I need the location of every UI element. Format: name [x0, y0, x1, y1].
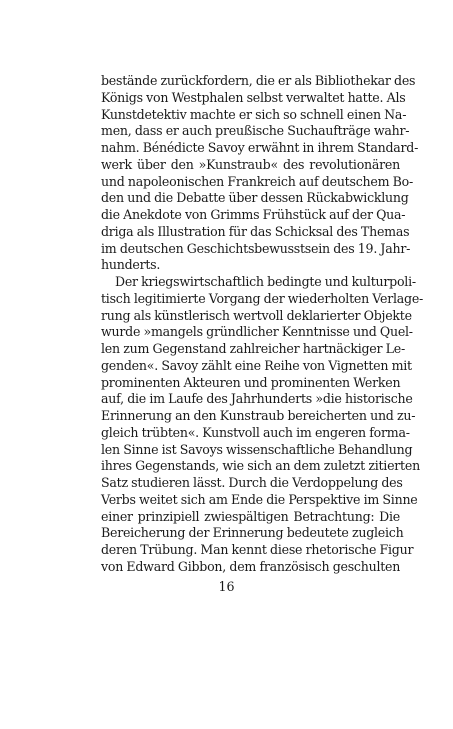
text-line: den und die Debatte über dessen Rückabwicklung	[101, 190, 409, 206]
text-line: Der kriegswirtschaftlich bedingte und kulturpoli-	[115, 274, 416, 289]
text-line: driga als Illustration für das Schicksal des Themas	[101, 223, 410, 239]
text-line: Bereicherung der Erinnerung bedeutete zugleich	[101, 525, 404, 541]
text-line: nahm. Bénédicte Savoy erwähnt in ihrem Standard-	[101, 140, 419, 155]
text-line: auf, die im Laufe des Jahrhunderts »die historische	[101, 391, 413, 407]
page-number: 16	[218, 579, 235, 594]
text-line: bestände zurückfordern, die er als Bibliothekar des	[101, 73, 416, 88]
text-line: prominenten Akteuren und prominenten Werken	[101, 374, 401, 390]
text-line: Satz studieren lässt. Durch die Verdoppelung des	[101, 475, 403, 490]
text-line: len zum Gegenstand zahlreicher hartnäckiger Le-	[101, 341, 405, 356]
text-line: gleich trübten«. Kunstvoll auch im engeren forma-	[101, 424, 410, 440]
text-line: Verbs weitet sich am Ende die Perspektive im Sinne	[101, 491, 418, 507]
text-line: men, dass er auch preußische Suchaufträge wahr-	[101, 123, 410, 139]
text-line: Erinnerung an den Kunstraub bereicherten und zu-	[101, 408, 416, 423]
text-line: werk über den »Kunstraub« des revolutionären	[101, 156, 400, 172]
text-line: Königs von Westphalen selbst verwaltet hatte. Als	[101, 89, 406, 105]
body-text	[101, 73, 424, 576]
text-line: und napoleonischen Frankreich auf deutschem Bo-	[101, 173, 413, 189]
text-line: im deutschen Geschichtsbewusstsein des 19. Jahr-	[101, 240, 411, 256]
text-line: einer prinzipiell zwiespältigen Betrachtung: Die	[101, 508, 400, 524]
text-line: von Edward Gibbon, dem französisch geschulten	[101, 558, 401, 574]
text-line: wurde »mangels gründlicher Kenntnisse und Quel-	[101, 324, 413, 340]
text-line: Kunstdetektiv machte er sich so schnell einen Na-	[101, 106, 407, 122]
text-line: die Anekdote von Grimms Frühstück auf der Qua-	[101, 207, 406, 222]
text-line: tisch legitimierte Vorgang der wiederholten Verlage-	[101, 290, 424, 306]
text-line: rung als künstlerisch wertvoll deklarierter Objekte	[101, 307, 412, 323]
text-line: ihres Gegenstands, wie sich an dem zuletzt zitierten	[101, 458, 420, 474]
text-line: deren Trübung. Man kennt diese rhetorische Figur	[101, 542, 414, 557]
text-line: genden«. Savoy zählt eine Reihe von Vignetten mit	[101, 357, 412, 373]
text-line: len Sinne ist Savoys wissenschaftliche Behandlung	[101, 441, 413, 457]
text-line: hunderts.	[101, 257, 161, 273]
